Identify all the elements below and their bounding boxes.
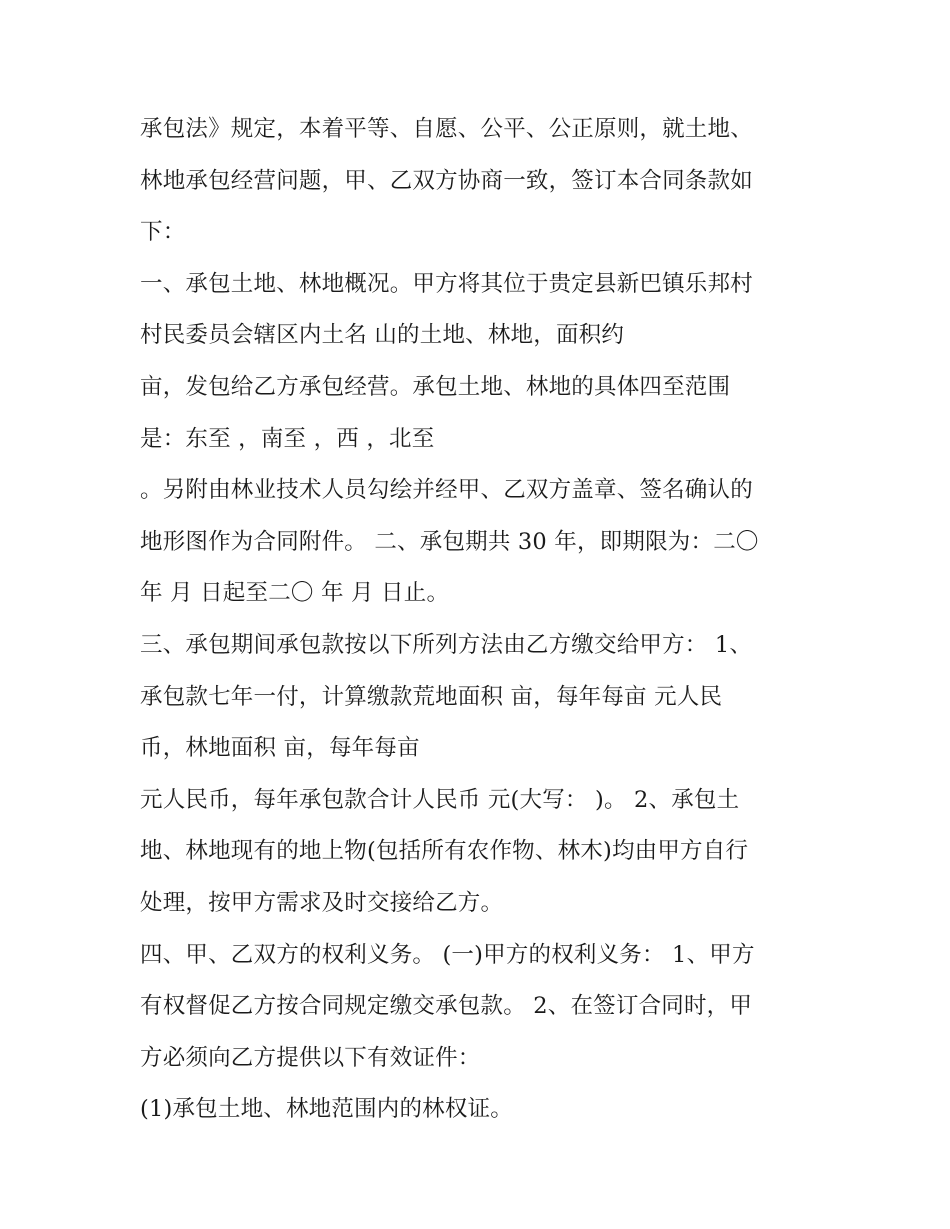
text-line: 。另附由林业技术人员勾绘并经甲、乙双方盖章、签名确认的: [140, 477, 753, 504]
text-line: (1)承包土地、林地范围内的林权证。: [140, 1096, 513, 1123]
text-line: 承包法》规定，本着平等、自愿、公平、公正原则，就土地、: [140, 116, 753, 142]
text-line: 元人民币，每年承包款合计人民币 元(大写： )。 2、承包土: [140, 786, 740, 813]
text-line: 是：东至 ，南至 ，西 ，北至: [140, 425, 435, 452]
contract-body-text: [140, 104, 820, 1136]
text-line: 地、林地现有的地上物(包括所有农作物、林木)均由甲方自行: [140, 838, 749, 865]
text-line: 有权督促乙方按合同规定缴交承包款。 2、在签订合同时，甲: [140, 993, 753, 1020]
text-line: 村民委员会辖区内土名 山的土地、林地，面积约: [140, 322, 625, 349]
text-line: 四、甲、乙双方的权利义务。 (一)甲方的权利义务： 1、甲方: [140, 941, 755, 968]
text-line: 处理，按甲方需求及时交接给乙方。: [140, 889, 504, 916]
text-line: 林地承包经营问题，甲、乙双方协商一致，签订本合同条款如: [140, 167, 753, 194]
text-line: 下：: [140, 219, 186, 246]
text-line: 年 月 日起至二〇 年 月 日止。: [140, 580, 450, 607]
text-line: 一、承包土地、林地概况。甲方将其位于贵定县新巴镇乐邦村: [140, 270, 753, 297]
text-line: 承包款七年一付，计算缴款荒地面积 亩，每年每亩 元人民: [140, 683, 723, 710]
text-line: 方必须向乙方提供以下有效证件：: [140, 1044, 481, 1071]
text-line: 亩，发包给乙方承包经营。承包土地、林地的具体四至范围: [140, 373, 731, 400]
text-line: 地形图作为合同附件。 二、承包期共 30 年，即期限为：二〇: [140, 528, 759, 555]
text-line: 三、承包期间承包款按以下所列方法由乙方缴交给甲方： 1、: [140, 631, 753, 658]
text-line: 币，林地面积 亩，每年每亩: [140, 735, 420, 762]
